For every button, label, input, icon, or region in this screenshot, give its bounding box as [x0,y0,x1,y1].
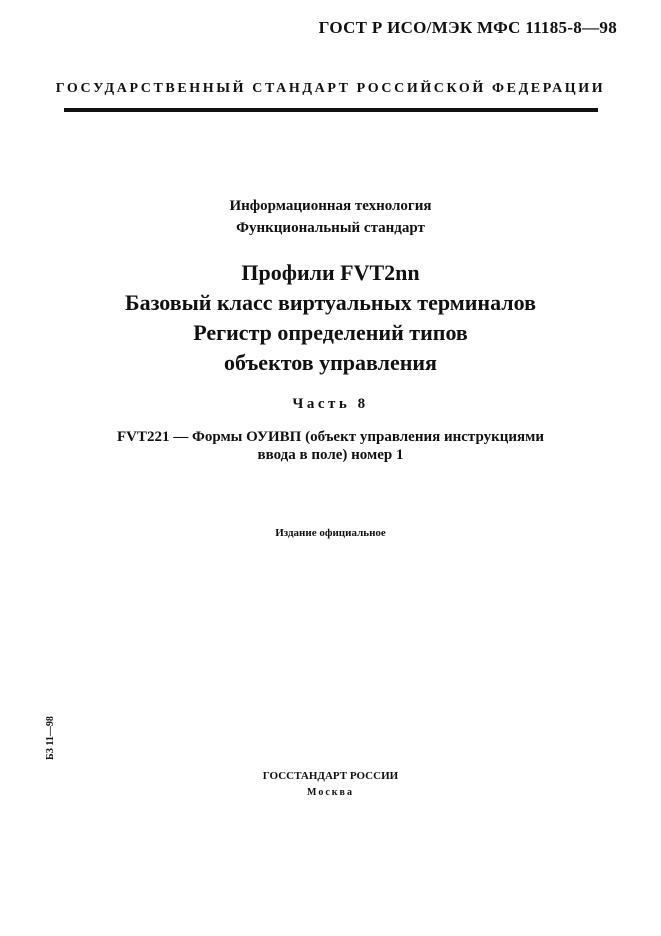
state-standard-heading: ГОСУДАРСТВЕННЫЙ СТАНДАРТ РОССИЙСКОЙ ФЕДЕРАЦИИ [55,81,606,96]
subtitle-line-1: Информационная технология [229,198,432,214]
title-line-4: объектов управления [224,350,437,375]
part-description-line-2: ввода в поле) номер 1 [257,447,404,463]
edition-label: Издание официальное [275,527,386,539]
side-code: БЗ 11—98 [45,716,56,760]
publisher: ГОССТАНДАРТ РОССИИ [262,770,399,782]
document-title [0,258,661,378]
title-line-2: Базовый класс виртуальных терминалов [125,290,536,315]
title-line-1: Профили FVT2nn [241,260,420,285]
part-description-line-1: FVT221 — Формы ОУИВП (объект управления инструкциями [116,429,545,445]
part-description [0,428,661,464]
subtitle-line-2: Функциональный стандарт [236,220,425,236]
document-code: ГОСТ Р ИСО/МЭК МФС 11185-8—98 [318,18,617,37]
title-line-3: Регистр определений типов [193,320,468,345]
city: Москва [307,787,354,798]
header-rule [64,108,598,112]
part-label: Часть 8 [292,396,369,412]
